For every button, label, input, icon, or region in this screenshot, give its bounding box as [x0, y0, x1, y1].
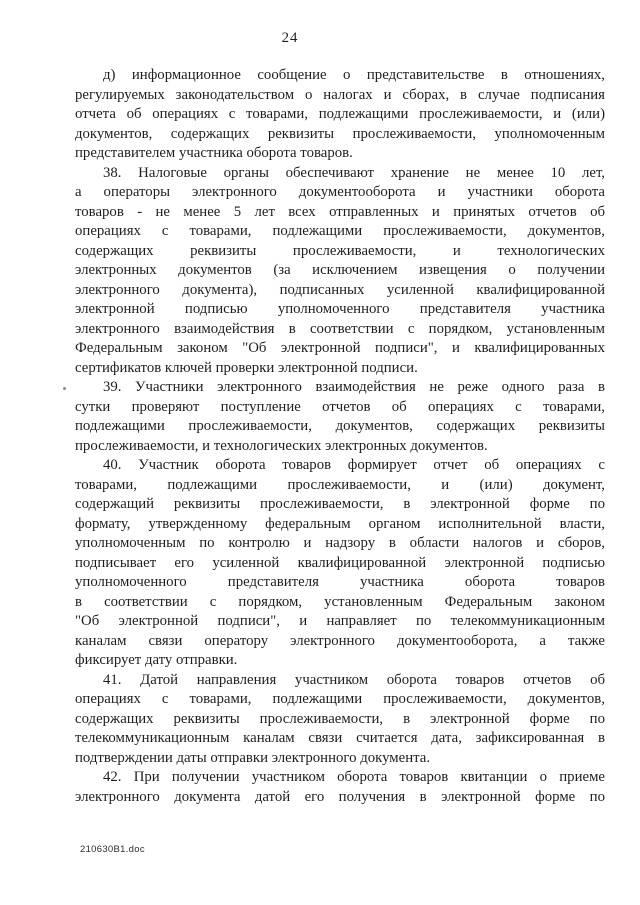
text-line: документов, содержащих реквизиты прослеживаемости, уполномоченным — [75, 125, 605, 142]
text-line: в соответствии с порядком, установленным Федеральным законом — [75, 593, 605, 610]
text-line: Федеральным законом "Об электронной подписи", и квалифицированных — [75, 340, 605, 356]
text-line: электронного документа), подписанных усиленной квалифицированной — [75, 281, 605, 298]
text-line: 40. Участник оборота товаров формирует отчет об операциях с — [103, 457, 605, 473]
text-line: товарами, подлежащими прослеживаемости, и (или) документ, — [75, 476, 605, 493]
footer-filename: 210630B1.doc — [80, 844, 145, 855]
text-line: электронного взаимодействия в соответствии с порядком, установленным — [75, 320, 605, 337]
text-line: электронного документа датой его получения в электронной форме по — [75, 788, 605, 805]
text-line: уполномоченного представителя участника оборота товаров — [75, 574, 605, 590]
text-line: подписывает его усиленной квалифицированной электронной подписью — [75, 554, 605, 571]
text-line: содержащих реквизиты прослеживаемости, в электронной форме по — [75, 710, 605, 727]
text-line: 41. Датой направления участником оборота товаров отчетов об — [103, 671, 605, 688]
text-line: 39. Участники электронного взаимодействия не реже одного раза в — [103, 379, 605, 395]
text-line: электронной подписью уполномоченного представителя участника — [75, 301, 605, 317]
text-line: д) информационное сообщение о представительстве в отношениях, — [103, 67, 605, 83]
text-line: подтверждении даты отправки электронного документа. — [75, 749, 431, 766]
text-line: "Об электронной подписи", и направляет по телекоммуникационным — [75, 613, 605, 629]
text-line: каналам связи оператору электронного документооборота, а также — [75, 632, 605, 649]
text-line: сертификатов ключей проверки электронной подписи. — [75, 359, 418, 376]
text-line: уполномоченным по контролю и надзору в области налогов и сборов, — [75, 535, 605, 551]
text-line: регулируемых законодательством о налогах и сборах, в случае подписания — [75, 86, 605, 103]
text-line: формату, утвержденному федеральным органом исполнительной власти, — [75, 515, 605, 532]
text-line: отчета об операциях с товарами, подлежащими прослеживаемости, и (или) — [75, 106, 605, 122]
text-line: 42. При получении участником оборота товаров квитанции о приеме — [103, 769, 605, 785]
text-line: операциях с товарами, подлежащими прослеживаемости, документов, — [75, 691, 605, 707]
text-line: сутки проверяют поступление отчетов об операциях с товарами, — [75, 398, 605, 415]
text-line: прослеживаемости, и технологических электронных документов. — [75, 437, 488, 454]
text-line: операциях с товарами, подлежащими прослеживаемости, документов, — [75, 223, 605, 239]
text-line: электронных документов (за исключением извещения о получении — [75, 262, 605, 278]
text-line: подлежащими прослеживаемости, документов, содержащих реквизиты — [75, 418, 605, 434]
text-line: 38. Налоговые органы обеспечивают хранение не менее 10 лет, — [103, 164, 605, 181]
text-line: товаров - не менее 5 лет всех отправленных и принятых отчетов об — [75, 203, 605, 220]
scan-speck — [63, 387, 66, 390]
page-number: 24 — [281, 30, 299, 46]
text-line: а операторы электронного документооборота и участники оборота — [75, 184, 605, 200]
text-line: представителем участника оборота товаров. — [75, 145, 353, 161]
text-line: содержащий реквизиты прослеживаемости, в электронной форме по — [75, 496, 605, 512]
text-line: содержащих реквизиты прослеживаемости, и технологических — [75, 242, 605, 259]
document-body — [75, 66, 605, 807]
text-line: фиксирует дату отправки. — [75, 652, 238, 668]
text-line: телекоммуникационным каналам связи считается дата, зафиксированная в — [75, 730, 605, 746]
